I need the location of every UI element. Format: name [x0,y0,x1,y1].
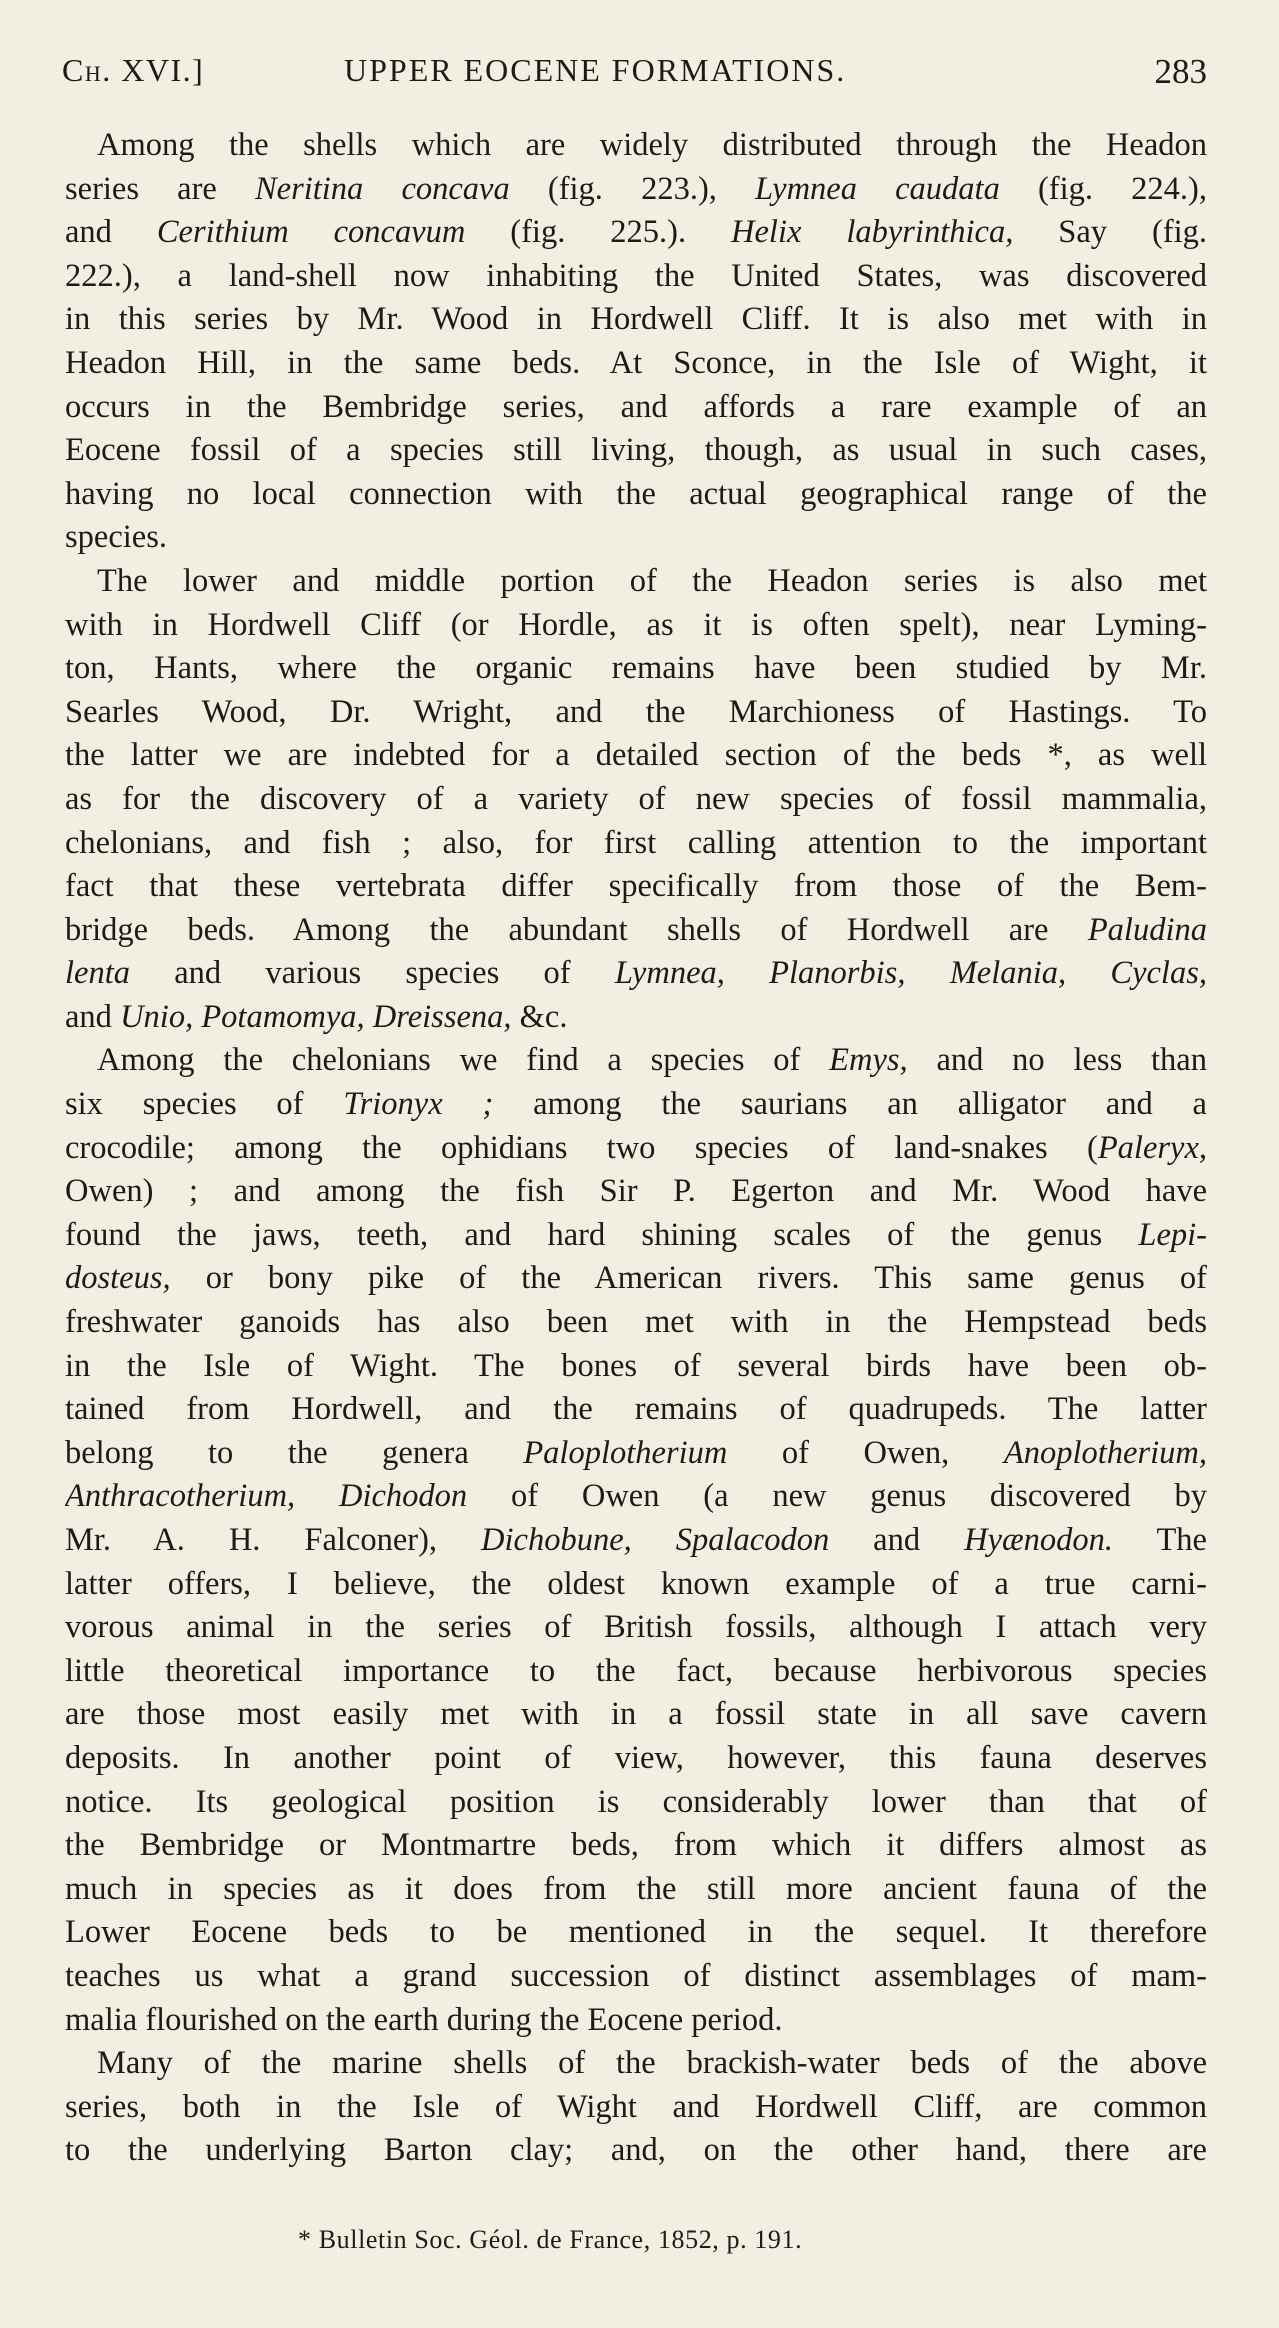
text-line [65,386,1207,430]
text-run: six species of [65,1086,344,1123]
text-run: Among the shells which are widely distributed through the Headon [97,127,1207,163]
text-run: in this series by Mr. Wood in Hordwell Cliff. It is also met with in [65,301,1207,338]
text-run: bridge beds. Among the abundant shells of Hordwell are [65,911,1088,948]
text-run: as for the discovery of a variety of new species of fossil mammalia, [65,780,1207,817]
text-run: or bony pike of the American rivers. This same genus of [170,1260,1207,1297]
italic-text: Emys, [829,1042,908,1079]
text-line [65,1650,1207,1694]
running-title: UPPER EOCENE FORMATIONS. [344,52,847,88]
text-line [65,604,1207,648]
text-run: to the underlying Barton clay; and, on the other hand, there are [65,2132,1207,2169]
text-run: and no less than [907,1042,1207,1079]
running-head [62,52,1207,100]
text-line [65,516,1207,560]
text-run: with in Hordwell Cliff (or Hordle, as it is often spelt), near Lyming- [65,606,1207,643]
text-run: and [829,1522,965,1558]
italic-text: Dichobune, Spalacodon [481,1522,830,1558]
text-line [65,1737,1207,1781]
text-run: species. [65,519,167,556]
italic-text: Cerithium concavum [156,214,466,251]
italic-text: Anthracotherium, Dichodon [65,1478,468,1515]
italic-text: Neritina concava [254,170,510,207]
text-run: the latter we are indebted for a detailed section of the beds *, as well [65,737,1207,774]
text-line [65,952,1207,996]
text-run: much in species as it does from the still more ancient fauna of the [65,1870,1207,1907]
footnote: * Bulletin Soc. Géol. de France, 1852, p. 191. [298,2225,803,2254]
italic-text: Hyænodon. [964,1522,1114,1558]
text-run: notice. Its geological position is considerably lower than that of [65,1783,1207,1820]
text-line [65,1955,1207,1999]
text-run: among the saurians an alligator and a [493,1086,1207,1123]
text-line [65,1519,1207,1563]
text-run: Among the chelonians we find a species of [97,1042,830,1079]
italic-text: Helix labyrinthica, [731,214,1014,251]
text-run: occurs in the Bembridge series, and affords a rare example of an [65,388,1207,425]
text-run: The lower and middle portion of the Headon series is also met [97,562,1207,599]
text-line [65,1432,1207,1476]
text-line [65,560,1207,604]
paragraph [65,560,1207,1040]
text-line [65,1563,1207,1607]
text-run: in the Isle of Wight. The bones of several birds have been ob- [65,1347,1207,1384]
text-run: little theoretical importance to the fact, because herbivorous species [65,1652,1207,1689]
text-run: crocodile; among the ophidians two species of land-snakes ( [65,1129,1098,1166]
text-line [65,996,1207,1040]
text-line [65,865,1207,909]
text-run: Mr. A. H. Falconer), [65,1522,482,1558]
text-run: malia flourished on the earth during the Eocene period. [65,2001,783,2038]
text-line [65,822,1207,866]
text-run: Many of the marine shells of the brackish-water beds of the above [97,2045,1207,2082]
text-line [65,1388,1207,1432]
text-run: fact that these vertebrata differ specifically from those of the Bem- [65,868,1207,905]
text-line [65,1345,1207,1389]
text-run: 222.), a land-shell now inhabiting the United States, was discovered [65,257,1207,294]
text-run: freshwater ganoids has also been met with in the Hempstead beds [65,1304,1207,1341]
text-line [65,647,1207,691]
text-line [65,691,1207,735]
text-line [65,211,1207,255]
text-run: deposits. In another point of view, however, this fauna deserves [65,1739,1207,1776]
body-text [65,124,1207,2173]
text-run: &c. [511,998,568,1035]
text-run: (fig. 225.). [465,214,732,251]
text-line [65,1999,1207,2043]
text-line [65,1911,1207,1955]
paragraph [65,2042,1207,2173]
italic-text: Lepi- [1138,1216,1207,1253]
text-line [65,342,1207,386]
text-line [65,1781,1207,1825]
text-run: tained from Hordwell, and the remains of quadrupeds. The latter [65,1391,1207,1428]
text-line [65,168,1207,212]
text-line [65,909,1207,953]
text-run: Say (fig. [1013,214,1207,251]
text-line [65,1606,1207,1650]
italic-text: Anoplotherium, [1003,1434,1207,1471]
italic-text: Trionyx ; [343,1086,494,1123]
page-number: 283 [1154,52,1207,91]
text-line [65,473,1207,517]
text-line [65,298,1207,342]
text-run: belong to the genera [65,1434,524,1471]
text-line [65,2086,1207,2130]
text-run: chelonians, and fish ; also, for first calling attention to the important [65,824,1207,861]
text-run: vorous animal in the series of British fossils, although I attach very [65,1609,1207,1646]
text-run: teaches us what a grand succession of distinct assemblages of mam- [65,1957,1207,1994]
italic-text: Unio, Potamomya, Dreissena, [120,998,512,1035]
text-line [65,1214,1207,1258]
text-line [65,1170,1207,1214]
text-line [65,429,1207,473]
text-run: (fig. 223.), [509,170,756,207]
text-run: and [65,214,157,251]
text-run: Owen) ; and among the fish Sir P. Egerton and Mr. Wood have [65,1173,1207,1210]
text-line [65,734,1207,778]
text-line [65,2129,1207,2173]
italic-text: Lymnea, Planorbis, Melania, Cyclas, [614,955,1207,992]
paragraph [65,1039,1207,2042]
text-line [65,124,1207,168]
text-line [65,255,1207,299]
text-run: found the jaws, teeth, and hard shining scales of the genus [65,1216,1139,1253]
text-line [65,1693,1207,1737]
text-line [65,1257,1207,1301]
text-line [65,1301,1207,1345]
italic-text: lenta [65,955,130,992]
text-line [65,778,1207,822]
text-line [65,1127,1207,1171]
italic-text: Paleryx, [1097,1129,1207,1166]
text-run: series are [65,170,255,207]
text-run: The [1113,1522,1207,1558]
text-run: Eocene fossil of a species still living, though, as usual in such cases, [65,432,1207,469]
text-run: Lower Eocene beds to be mentioned in the sequel. It therefore [65,1914,1207,1951]
text-line [65,1083,1207,1127]
italic-text: Paludina [1087,911,1207,948]
text-run: latter offers, I believe, the oldest known example of a true carni- [65,1565,1207,1602]
text-run: and [65,998,121,1035]
text-line [65,1475,1207,1519]
text-run: series, both in the Isle of Wight and Hordwell Cliff, are common [65,2088,1207,2125]
text-line [65,1039,1207,1083]
text-run: and various species of [129,955,615,992]
chapter-label: Ch. XVI.] [62,52,205,88]
italic-text: Lymnea caudata [755,170,1000,207]
text-run: having no local connection with the actual geographical range of the [65,475,1207,512]
text-run: are those most easily met with in a fossil state in all save cavern [65,1696,1207,1733]
text-run: (fig. 224.), [999,170,1207,207]
text-line [65,2042,1207,2086]
text-run: Searles Wood, Dr. Wright, and the Marchioness of Hastings. To [65,693,1207,730]
paragraph [65,124,1207,560]
text-run: of Owen (a new genus discovered by [467,1478,1207,1515]
italic-text: dosteus, [65,1260,171,1297]
text-line [65,1868,1207,1912]
italic-text: Paloplotherium [523,1434,728,1471]
text-run: the Bembridge or Montmartre beds, from which it differs almost as [65,1827,1207,1864]
text-line [65,1824,1207,1868]
text-run: of Owen, [727,1434,1004,1471]
text-run: ton, Hants, where the organic remains have been studied by Mr. [65,650,1207,687]
text-run: Headon Hill, in the same beds. At Sconce, in the Isle of Wight, it [65,344,1207,381]
